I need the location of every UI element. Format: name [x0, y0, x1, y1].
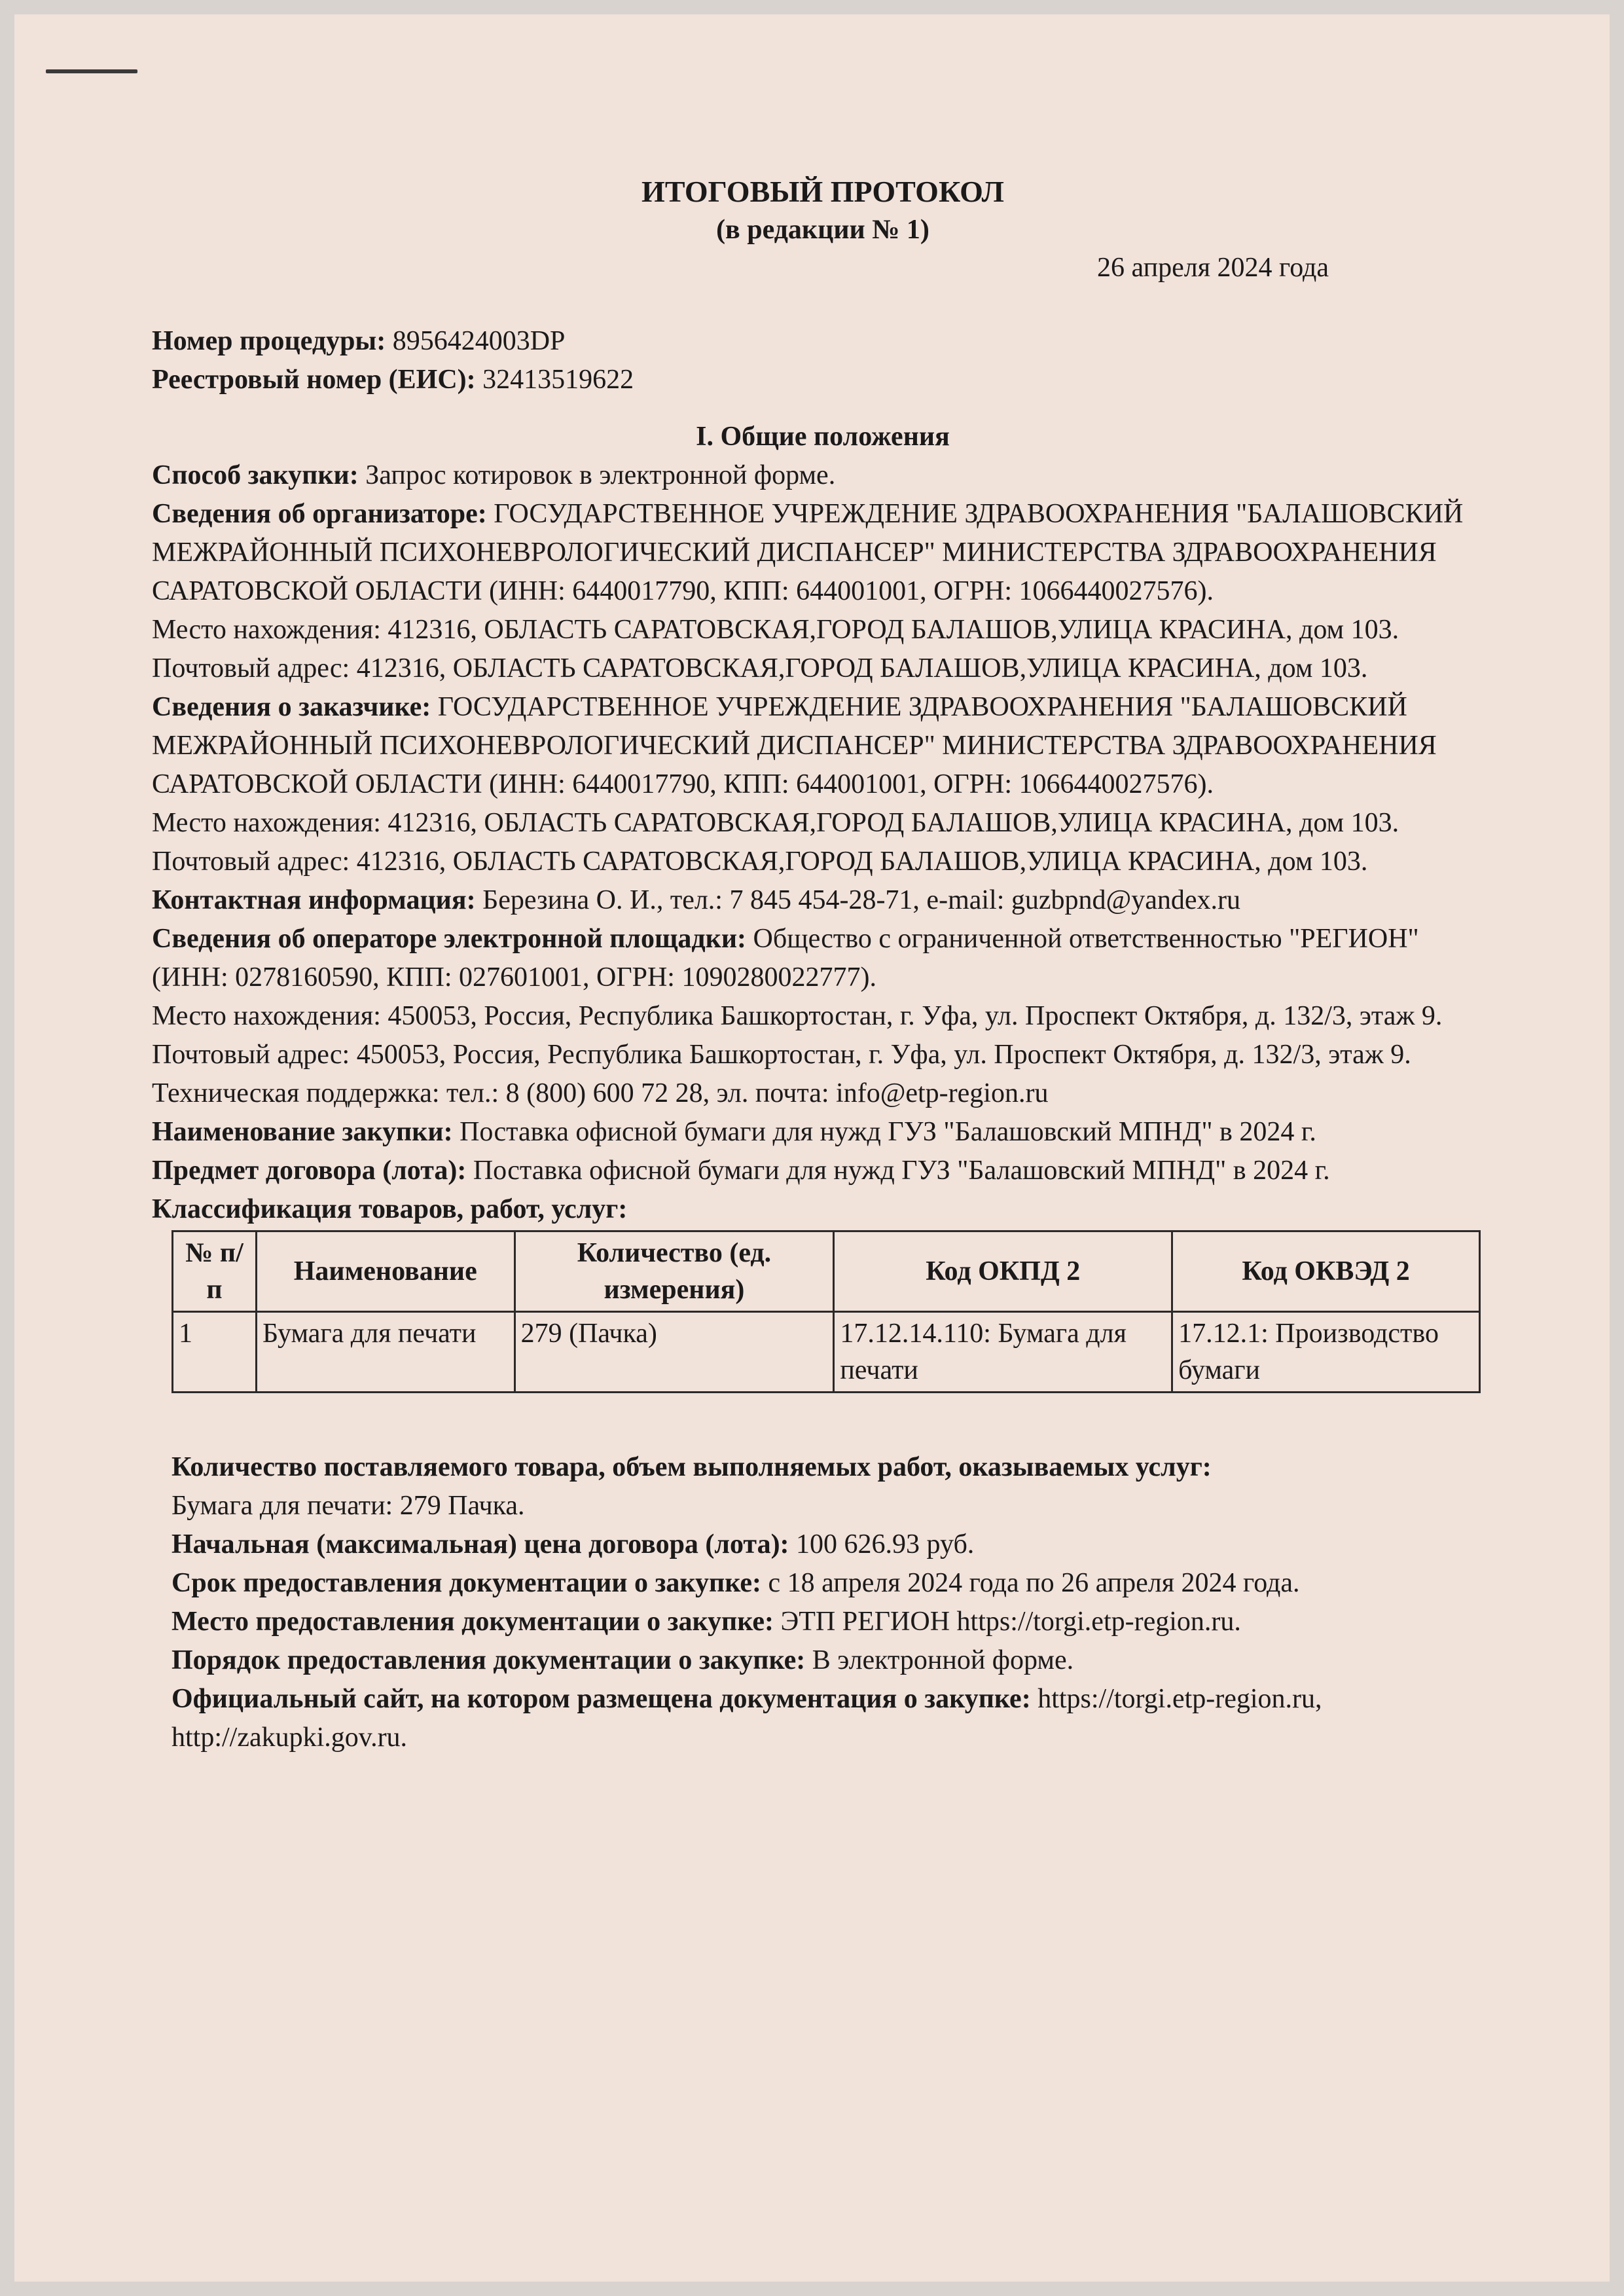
contract-subject-value: Поставка офисной бумаги для нужд ГУЗ "Балашовский МПНД" в 2024 г. [466, 1156, 1330, 1186]
contact-value: Березина О. И., тел.: 7 845 454-28-71, e-mail: guzbpnd@yandex.ru [475, 885, 1240, 915]
initial-price-value: 100 626.93 руб. [789, 1529, 975, 1559]
registry-number-label: Реестровый номер (ЕИС): [152, 365, 476, 395]
table-header-cell: Код ОКПД 2 [834, 1231, 1172, 1312]
customer-info [152, 688, 1481, 804]
operator-value: Общество с ограниченной ответственностью "РЕГИОН" (ИНН: 0278160590, КПП: 027601001, ОГРН: 1090280022777). [152, 924, 1419, 993]
table-header-cell: № п/п [173, 1231, 257, 1312]
docs-order-value: В электронной форме. [805, 1645, 1074, 1675]
contract-subject [152, 1152, 1481, 1190]
docs-place-label: Место предоставления документации о закупке: [171, 1607, 774, 1637]
initial-price-label: Начальная (максимальная) цена договора (лота): [171, 1529, 789, 1559]
section-title: I. Общие положения [696, 422, 950, 452]
procurement-details [171, 1448, 1481, 1757]
docs-place-value: ЭТП РЕГИОН https://torgi.etp-region.ru. [774, 1607, 1241, 1637]
organizer-info [152, 495, 1481, 611]
registry-number-value: 32413519622 [475, 365, 634, 395]
document-title: ИТОГОВЫЙ ПРОТОКОЛ [641, 175, 1004, 208]
docs-period-value: с 18 апреля 2024 года по 26 апреля 2024 года. [761, 1568, 1300, 1598]
purchase-name-value: Поставка офисной бумаги для нужд ГУЗ "Балашовский МПНД" в 2024 г. [452, 1117, 1316, 1147]
operator-info [152, 920, 1481, 997]
organizer-label: Сведения об организаторе: [152, 499, 487, 529]
operator-label: Сведения об операторе электронной площадки: [152, 924, 747, 954]
purchase-name [152, 1113, 1481, 1152]
table-row [173, 1312, 1480, 1393]
organizer-postal: Почтовый адрес: 412316, ОБЛАСТЬ САРАТОВСКАЯ,ГОРОД БАЛАШОВ,УЛИЦА КРАСИНА, дом 103. [152, 653, 1368, 683]
customer-postal: Почтовый адрес: 412316, ОБЛАСТЬ САРАТОВСКАЯ,ГОРОД БАЛАШОВ,УЛИЦА КРАСИНА, дом 103. [152, 847, 1368, 877]
contact-label: Контактная информация: [152, 885, 476, 915]
purchase-method-value: Запрос котировок в электронной форме. [358, 460, 836, 490]
purchase-method-label: Способ закупки: [152, 460, 359, 490]
customer-location: Место нахождения: 412316, ОБЛАСТЬ САРАТОВСКАЯ,ГОРОД БАЛАШОВ,УЛИЦА КРАСИНА, дом 103. [152, 808, 1399, 838]
organizer-location: Место нахождения: 412316, ОБЛАСТЬ САРАТОВСКАЯ,ГОРОД БАЛАШОВ,УЛИЦА КРАСИНА, дом 103. [152, 615, 1399, 645]
docs-place [171, 1603, 1481, 1641]
docs-period [171, 1564, 1481, 1603]
official-site-label: Официальный сайт, на котором размещена документация о закупке: [171, 1684, 1031, 1714]
operator-support: Техническая поддержка: тел.: 8 (800) 600 72 28, эл. почта: info@etp-region.ru [152, 1078, 1049, 1108]
classification-label: Классификация товаров, работ, услуг: [152, 1194, 628, 1224]
docs-period-label: Срок предоставления документации о закупке: [171, 1568, 761, 1598]
table-cell: 17.12.1: Производство бумаги [1172, 1312, 1480, 1393]
contact-info [152, 881, 1481, 920]
table-cell: 1 [173, 1312, 257, 1393]
customer-label: Сведения о заказчике: [152, 692, 431, 722]
operator-location: Место нахождения: 450053, Россия, Республика Башкортостан, г. Уфа, ул. Проспект Октября, д. 132/3, этаж 9. [152, 1001, 1443, 1031]
customer-value: ГОСУДАРСТВЕННОЕ УЧРЕЖДЕНИЕ ЗДРАВООХРАНЕНИЯ "БАЛАШОВСКИЙ МЕЖРАЙОННЫЙ ПСИХОНЕВРОЛОГИЧЕСКИЙ ДИСПАНСЕР" МИНИСТЕРСТВА ЗДРАВООХРАНЕНИЯ САРАТОВСКОЙ ОБЛАСТИ (ИНН: 6440017790, КПП: 644001001, ОГРН: 1066440027576). [152, 692, 1437, 799]
registry-number [152, 361, 1481, 399]
official-site [171, 1680, 1481, 1757]
contract-subject-label: Предмет договора (лота): [152, 1156, 467, 1186]
table-cell: 17.12.14.110: Бумага для печати [834, 1312, 1172, 1393]
procedure-number-value: 8956424003DP [386, 326, 566, 356]
quantity-label: Количество поставляемого товара, объем выполняемых работ, оказываемых услуг: [171, 1452, 1212, 1482]
scan-artifact-mark [46, 69, 137, 73]
docs-order [171, 1641, 1481, 1680]
organizer-value: ГОСУДАРСТВЕННОЕ УЧРЕЖДЕНИЕ ЗДРАВООХРАНЕНИЯ "БАЛАШОВСКИЙ МЕЖРАЙОННЫЙ ПСИХОНЕВРОЛОГИЧЕСКИЙ ДИСПАНСЕР" МИНИСТЕРСТВА ЗДРАВООХРАНЕНИЯ САРАТОВСКОЙ ОБЛАСТИ (ИНН: 6440017790, КПП: 644001001, ОГРН: 1066440027576). [152, 499, 1464, 606]
document-subtitle: (в редакции № 1) [716, 215, 929, 245]
table-header-cell: Количество (ед. измерения) [514, 1231, 834, 1312]
purchase-name-label: Наименование закупки: [152, 1117, 453, 1147]
table-header-row [173, 1231, 1480, 1312]
official-site-value: https://torgi.etp-region.ru, http://zakupki.gov.ru. [171, 1684, 1322, 1753]
procedure-number-label: Номер процедуры: [152, 326, 386, 356]
table-cell: 279 (Пачка) [514, 1312, 834, 1393]
operator-postal: Почтовый адрес: 450053, Россия, Республика Башкортостан, г. Уфа, ул. Проспект Октября, д. 132/3, этаж 9. [152, 1040, 1411, 1070]
docs-order-label: Порядок предоставления документации о закупке: [171, 1645, 806, 1675]
quantity-value: Бумага для печати: 279 Пачка. [171, 1491, 525, 1521]
document-date: 26 апреля 2024 года [1097, 253, 1329, 283]
table-header-cell: Код ОКВЭД 2 [1172, 1231, 1480, 1312]
table-header-cell: Наименование [256, 1231, 514, 1312]
document-page [14, 14, 1610, 2282]
purchase-method [152, 456, 1481, 495]
initial-price [171, 1525, 1481, 1564]
protocol-content [152, 172, 1481, 1757]
procedure-number [152, 322, 1481, 361]
table-cell: Бумага для печати [256, 1312, 514, 1393]
classification-table [171, 1230, 1481, 1393]
